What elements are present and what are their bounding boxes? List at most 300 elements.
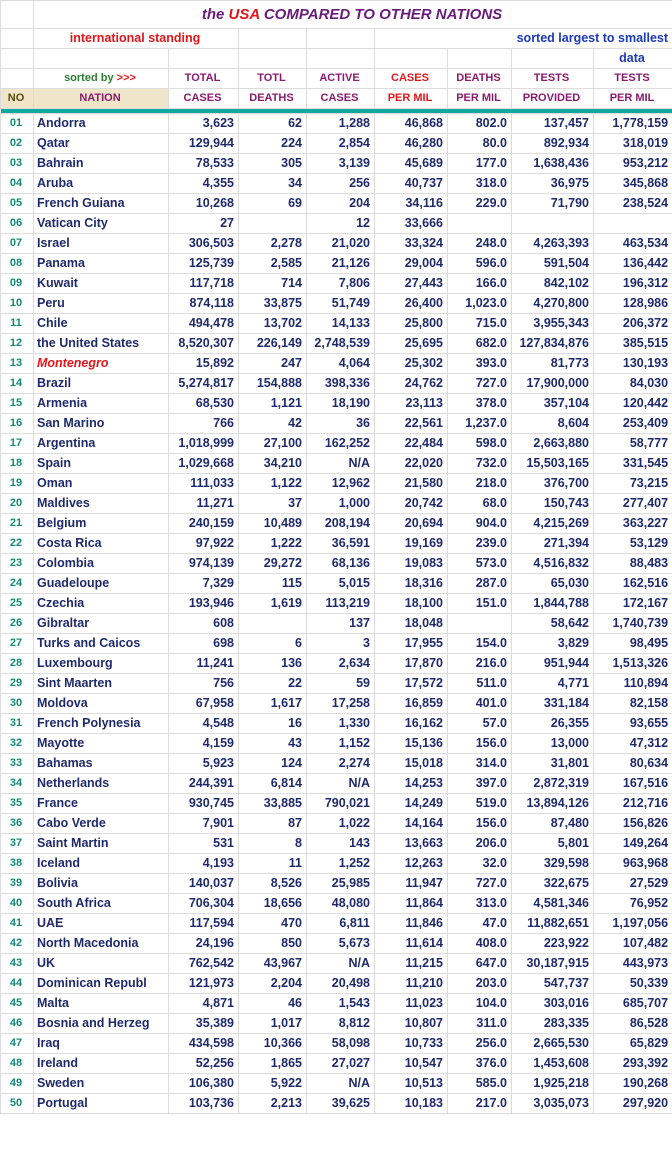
total-deaths-cell: 6: [239, 634, 307, 654]
nation-cell: French Guiana: [34, 194, 169, 214]
nation-cell: Costa Rica: [34, 534, 169, 554]
tests-cell: 137,457: [512, 114, 594, 134]
total-cases-cell: 67,958: [169, 694, 239, 714]
total-deaths-cell: 305: [239, 154, 307, 174]
tests-per-mil-cell: 82,158: [594, 694, 672, 714]
active-cases-cell: N/A: [307, 454, 375, 474]
tests-per-mil-cell: 80,634: [594, 754, 672, 774]
cases-per-mil-cell: 12,263: [375, 854, 448, 874]
total-cases-cell: 874,118: [169, 294, 239, 314]
tests-cell: 329,598: [512, 854, 594, 874]
cases-per-mil-cell: 26,400: [375, 294, 448, 314]
tests-cell: 4,771: [512, 674, 594, 694]
cases-per-mil-cell: 17,572: [375, 674, 448, 694]
total-deaths-cell: 34: [239, 174, 307, 194]
table-row: [1, 194, 672, 214]
active-cases-cell: 1,152: [307, 734, 375, 754]
row-number: 01: [1, 114, 34, 134]
total-deaths-cell: 8,526: [239, 874, 307, 894]
deaths-per-mil-cell: 314.0: [448, 754, 512, 774]
active-cases-cell: 3,139: [307, 154, 375, 174]
tests-per-mil-cell: 1,778,159: [594, 114, 672, 134]
row-number: 22: [1, 534, 34, 554]
total-deaths-cell: 16: [239, 714, 307, 734]
tests-per-mil-cell: 98,495: [594, 634, 672, 654]
cases-per-mil-cell: 20,694: [375, 514, 448, 534]
total-cases-cell: 3,623: [169, 114, 239, 134]
total-deaths-cell: 27,100: [239, 434, 307, 454]
nation-cell: Moldova: [34, 694, 169, 714]
deaths-per-mil-cell: 216.0: [448, 654, 512, 674]
active-cases-cell: 1,022: [307, 814, 375, 834]
cases-per-mil-cell: 34,116: [375, 194, 448, 214]
tests-per-mil-cell: 331,545: [594, 454, 672, 474]
cases-per-mil-cell: 10,807: [375, 1014, 448, 1034]
active-cases-cell: 68,136: [307, 554, 375, 574]
total-deaths-cell: 1,619: [239, 594, 307, 614]
table-row: [1, 914, 672, 934]
tests-cell: 271,394: [512, 534, 594, 554]
deaths-per-mil-cell: 904.0: [448, 514, 512, 534]
active-cases-cell: N/A: [307, 1074, 375, 1094]
header-total-deaths-2: DEATHS: [239, 89, 307, 109]
header-deaths-per-mil-1: DEATHS: [448, 69, 512, 89]
total-cases-cell: 117,594: [169, 914, 239, 934]
table-row: [1, 374, 672, 394]
table-row: [1, 314, 672, 334]
total-cases-cell: 24,196: [169, 934, 239, 954]
total-deaths-cell: 62: [239, 114, 307, 134]
table-row: [1, 554, 672, 574]
deaths-per-mil-cell: 393.0: [448, 354, 512, 374]
subtitle-left: international standing: [34, 29, 239, 49]
total-cases-cell: 306,503: [169, 234, 239, 254]
table-row: [1, 334, 672, 354]
tests-per-mil-cell: 53,129: [594, 534, 672, 554]
total-deaths-cell: 1,017: [239, 1014, 307, 1034]
total-deaths-cell: 470: [239, 914, 307, 934]
active-cases-cell: 39,625: [307, 1094, 375, 1114]
row-number: 35: [1, 794, 34, 814]
active-cases-cell: 4,064: [307, 354, 375, 374]
deaths-per-mil-cell: 256.0: [448, 1034, 512, 1054]
total-cases-cell: 10,268: [169, 194, 239, 214]
tests-per-mil-cell: 463,534: [594, 234, 672, 254]
active-cases-cell: 36,591: [307, 534, 375, 554]
tests-cell: 547,737: [512, 974, 594, 994]
tests-cell: 150,743: [512, 494, 594, 514]
active-cases-cell: 21,126: [307, 254, 375, 274]
table-row: [1, 874, 672, 894]
nation-cell: French Polynesia: [34, 714, 169, 734]
total-deaths-cell: [239, 614, 307, 634]
cases-per-mil-cell: 10,733: [375, 1034, 448, 1054]
deaths-per-mil-cell: 104.0: [448, 994, 512, 1014]
tests-per-mil-cell: 47,312: [594, 734, 672, 754]
cases-per-mil-cell: 10,547: [375, 1054, 448, 1074]
deaths-per-mil-cell: 802.0: [448, 114, 512, 134]
tests-per-mil-cell: 149,264: [594, 834, 672, 854]
header-cases-per-mil-2: PER MIL: [375, 89, 448, 109]
cases-per-mil-cell: 13,663: [375, 834, 448, 854]
row-number: 23: [1, 554, 34, 574]
tests-cell: 58,642: [512, 614, 594, 634]
deaths-per-mil-cell: 727.0: [448, 374, 512, 394]
total-deaths-cell: 2,204: [239, 974, 307, 994]
deaths-per-mil-cell: 57.0: [448, 714, 512, 734]
deaths-per-mil-cell: 318.0: [448, 174, 512, 194]
tests-cell: 322,675: [512, 874, 594, 894]
cases-per-mil-cell: 33,666: [375, 214, 448, 234]
active-cases-cell: N/A: [307, 954, 375, 974]
active-cases-cell: 36: [307, 414, 375, 434]
nation-cell: Ireland: [34, 1054, 169, 1074]
tests-cell: 13,000: [512, 734, 594, 754]
table-row: [1, 714, 672, 734]
active-cases-cell: N/A: [307, 774, 375, 794]
tests-cell: 4,516,832: [512, 554, 594, 574]
active-cases-cell: 59: [307, 674, 375, 694]
row-number: 48: [1, 1054, 34, 1074]
table-row: [1, 854, 672, 874]
total-deaths-cell: 850: [239, 934, 307, 954]
tests-cell: 31,801: [512, 754, 594, 774]
tests-per-mil-cell: 86,528: [594, 1014, 672, 1034]
total-cases-cell: 78,533: [169, 154, 239, 174]
nation-cell: Bahamas: [34, 754, 169, 774]
tests-cell: 11,882,651: [512, 914, 594, 934]
nation-cell: Iraq: [34, 1034, 169, 1054]
tests-cell: 1,844,788: [512, 594, 594, 614]
total-cases-cell: 706,304: [169, 894, 239, 914]
tests-cell: 30,187,915: [512, 954, 594, 974]
total-cases-cell: 4,193: [169, 854, 239, 874]
total-deaths-cell: 224: [239, 134, 307, 154]
active-cases-cell: 2,748,539: [307, 334, 375, 354]
table-row: [1, 634, 672, 654]
table-row: [1, 1034, 672, 1054]
table-row: [1, 894, 672, 914]
deaths-per-mil-cell: 378.0: [448, 394, 512, 414]
tests-cell: 3,955,343: [512, 314, 594, 334]
nation-cell: North Macedonia: [34, 934, 169, 954]
tests-cell: 3,829: [512, 634, 594, 654]
nation-cell: UAE: [34, 914, 169, 934]
total-cases-cell: 930,745: [169, 794, 239, 814]
tests-per-mil-cell: 65,829: [594, 1034, 672, 1054]
total-cases-cell: 608: [169, 614, 239, 634]
deaths-per-mil-cell: 715.0: [448, 314, 512, 334]
total-deaths-cell: 1,122: [239, 474, 307, 494]
total-deaths-cell: 1,222: [239, 534, 307, 554]
row-number: 32: [1, 734, 34, 754]
row-number: 27: [1, 634, 34, 654]
total-cases-cell: 531: [169, 834, 239, 854]
active-cases-cell: 208,194: [307, 514, 375, 534]
table-row: [1, 254, 672, 274]
total-deaths-cell: 247: [239, 354, 307, 374]
active-cases-cell: 137: [307, 614, 375, 634]
deaths-per-mil-cell: 596.0: [448, 254, 512, 274]
row-number: 45: [1, 994, 34, 1014]
nation-cell: Portugal: [34, 1094, 169, 1114]
tests-per-mil-cell: 685,707: [594, 994, 672, 1014]
page-title: [34, 1, 672, 29]
total-cases-cell: 52,256: [169, 1054, 239, 1074]
deaths-per-mil-cell: 397.0: [448, 774, 512, 794]
total-deaths-cell: 115: [239, 574, 307, 594]
total-cases-cell: 8,520,307: [169, 334, 239, 354]
total-deaths-cell: 8: [239, 834, 307, 854]
total-cases-cell: 1,018,999: [169, 434, 239, 454]
cases-per-mil-cell: 20,742: [375, 494, 448, 514]
active-cases-cell: 12: [307, 214, 375, 234]
total-cases-cell: 129,944: [169, 134, 239, 154]
cases-per-mil-cell: 23,113: [375, 394, 448, 414]
nation-cell: Malta: [34, 994, 169, 1014]
nation-cell: Netherlands: [34, 774, 169, 794]
nation-cell: Luxembourg: [34, 654, 169, 674]
header-tests-1: TESTS: [512, 69, 594, 89]
header-active-cases-2: CASES: [307, 89, 375, 109]
total-cases-cell: 68,530: [169, 394, 239, 414]
nation-cell: Cabo Verde: [34, 814, 169, 834]
table-row: [1, 934, 672, 954]
nation-cell: the United States: [34, 334, 169, 354]
row-number: 28: [1, 654, 34, 674]
active-cases-cell: 6,811: [307, 914, 375, 934]
cases-per-mil-cell: 19,169: [375, 534, 448, 554]
tests-per-mil-cell: 318,019: [594, 134, 672, 154]
cases-per-mil-cell: 14,164: [375, 814, 448, 834]
nation-cell: Qatar: [34, 134, 169, 154]
tests-cell: 2,665,530: [512, 1034, 594, 1054]
row-number: 16: [1, 414, 34, 434]
table-row: [1, 294, 672, 314]
cases-per-mil-cell: 15,136: [375, 734, 448, 754]
subtitle-right-2: data: [594, 49, 672, 69]
cases-per-mil-cell: 18,048: [375, 614, 448, 634]
total-deaths-cell: 2,278: [239, 234, 307, 254]
total-deaths-cell: 43,967: [239, 954, 307, 974]
deaths-per-mil-cell: 154.0: [448, 634, 512, 654]
deaths-per-mil-cell: 1,237.0: [448, 414, 512, 434]
total-cases-cell: 244,391: [169, 774, 239, 794]
nation-cell: Gibraltar: [34, 614, 169, 634]
total-cases-cell: 1,029,668: [169, 454, 239, 474]
table-body: [1, 114, 672, 1114]
tests-per-mil-cell: 1,740,739: [594, 614, 672, 634]
total-cases-cell: 11,271: [169, 494, 239, 514]
tests-per-mil-cell: 76,952: [594, 894, 672, 914]
nation-cell: Maldives: [34, 494, 169, 514]
active-cases-cell: 204: [307, 194, 375, 214]
active-cases-cell: 21,020: [307, 234, 375, 254]
tests-per-mil-cell: 253,409: [594, 414, 672, 434]
tests-per-mil-cell: 130,193: [594, 354, 672, 374]
nation-cell: Bahrain: [34, 154, 169, 174]
active-cases-cell: 143: [307, 834, 375, 854]
table-row: [1, 1014, 672, 1034]
tests-cell: 591,504: [512, 254, 594, 274]
active-cases-cell: 113,219: [307, 594, 375, 614]
cases-per-mil-cell: 16,859: [375, 694, 448, 714]
row-number: 25: [1, 594, 34, 614]
total-deaths-cell: 10,489: [239, 514, 307, 534]
total-deaths-cell: 13,702: [239, 314, 307, 334]
row-number: 42: [1, 934, 34, 954]
cases-per-mil-cell: 16,162: [375, 714, 448, 734]
cases-per-mil-cell: 45,689: [375, 154, 448, 174]
row-number: 02: [1, 134, 34, 154]
row-number: 15: [1, 394, 34, 414]
header-tests-per-mil-1: TESTS: [594, 69, 672, 89]
nation-cell: Saint Martin: [34, 834, 169, 854]
nation-cell: Chile: [34, 314, 169, 334]
active-cases-cell: 1,252: [307, 854, 375, 874]
total-cases-cell: 494,478: [169, 314, 239, 334]
tests-cell: 842,102: [512, 274, 594, 294]
total-cases-cell: 756: [169, 674, 239, 694]
tests-cell: 951,944: [512, 654, 594, 674]
active-cases-cell: 1,288: [307, 114, 375, 134]
total-deaths-cell: 226,149: [239, 334, 307, 354]
nation-cell: Panama: [34, 254, 169, 274]
row-number: 31: [1, 714, 34, 734]
tests-cell: 13,894,126: [512, 794, 594, 814]
active-cases-cell: 27,027: [307, 1054, 375, 1074]
row-number: 20: [1, 494, 34, 514]
row-number: 34: [1, 774, 34, 794]
row-number: 12: [1, 334, 34, 354]
cases-per-mil-cell: 25,695: [375, 334, 448, 354]
active-cases-cell: 12,962: [307, 474, 375, 494]
deaths-per-mil-cell: 166.0: [448, 274, 512, 294]
table-row: [1, 1094, 672, 1114]
total-cases-cell: 5,923: [169, 754, 239, 774]
nation-cell: Spain: [34, 454, 169, 474]
active-cases-cell: 18,190: [307, 394, 375, 414]
active-cases-cell: 2,854: [307, 134, 375, 154]
active-cases-cell: 51,749: [307, 294, 375, 314]
total-cases-cell: 4,871: [169, 994, 239, 1014]
total-deaths-cell: 11: [239, 854, 307, 874]
row-number: 39: [1, 874, 34, 894]
tests-per-mil-cell: 156,826: [594, 814, 672, 834]
tests-per-mil-cell: 953,212: [594, 154, 672, 174]
total-deaths-cell: 46: [239, 994, 307, 1014]
tests-cell: 127,834,876: [512, 334, 594, 354]
cases-per-mil-cell: 14,253: [375, 774, 448, 794]
header-cases-per-mil-1: CASES: [375, 69, 448, 89]
tests-cell: 2,872,319: [512, 774, 594, 794]
active-cases-cell: 5,673: [307, 934, 375, 954]
cases-per-mil-cell: 11,864: [375, 894, 448, 914]
deaths-per-mil-cell: 647.0: [448, 954, 512, 974]
header-total-cases-1: TOTAL: [169, 69, 239, 89]
tests-cell: 4,581,346: [512, 894, 594, 914]
row-number: 06: [1, 214, 34, 234]
nation-cell: Guadeloupe: [34, 574, 169, 594]
total-cases-cell: 97,922: [169, 534, 239, 554]
active-cases-cell: 398,336: [307, 374, 375, 394]
total-deaths-cell: 136: [239, 654, 307, 674]
active-cases-cell: 3: [307, 634, 375, 654]
header-nation: NATION: [34, 89, 169, 109]
header-tests-2: PROVIDED: [512, 89, 594, 109]
table-row: [1, 434, 672, 454]
title-the: the: [201, 6, 225, 23]
total-deaths-cell: 18,656: [239, 894, 307, 914]
title-usa: USA: [228, 6, 260, 23]
deaths-per-mil-cell: 80.0: [448, 134, 512, 154]
table-row: [1, 174, 672, 194]
nation-cell: San Marino: [34, 414, 169, 434]
tests-cell: 81,773: [512, 354, 594, 374]
table-row: [1, 794, 672, 814]
active-cases-cell: 162,252: [307, 434, 375, 454]
table-row: [1, 394, 672, 414]
tests-per-mil-cell: 277,407: [594, 494, 672, 514]
cases-per-mil-cell: 40,737: [375, 174, 448, 194]
total-deaths-cell: 124: [239, 754, 307, 774]
table-row: [1, 354, 672, 374]
tests-cell: 331,184: [512, 694, 594, 714]
header-total-deaths-1: TOTL: [239, 69, 307, 89]
total-cases-cell: 117,718: [169, 274, 239, 294]
tests-per-mil-cell: 1,513,326: [594, 654, 672, 674]
tests-cell: [512, 214, 594, 234]
cases-per-mil-cell: 10,513: [375, 1074, 448, 1094]
tests-per-mil-cell: 443,973: [594, 954, 672, 974]
total-cases-cell: 193,946: [169, 594, 239, 614]
row-number: 13: [1, 354, 34, 374]
table-row: [1, 1054, 672, 1074]
tests-cell: 892,934: [512, 134, 594, 154]
nation-cell: France: [34, 794, 169, 814]
nation-cell: Bosnia and Herzeg: [34, 1014, 169, 1034]
nation-cell: Vatican City: [34, 214, 169, 234]
table-row: [1, 134, 672, 154]
tests-cell: 8,604: [512, 414, 594, 434]
nation-cell: Aruba: [34, 174, 169, 194]
active-cases-cell: 17,258: [307, 694, 375, 714]
nation-cell: South Africa: [34, 894, 169, 914]
total-cases-cell: 4,159: [169, 734, 239, 754]
total-deaths-cell: 1,121: [239, 394, 307, 414]
nation-cell: Colombia: [34, 554, 169, 574]
subtitle-right-1: sorted largest to smallest: [375, 29, 672, 49]
row-number: 07: [1, 234, 34, 254]
active-cases-cell: 48,080: [307, 894, 375, 914]
total-deaths-cell: 2,213: [239, 1094, 307, 1114]
total-deaths-cell: 22: [239, 674, 307, 694]
active-cases-cell: 8,812: [307, 1014, 375, 1034]
tests-cell: 26,355: [512, 714, 594, 734]
total-cases-cell: 7,901: [169, 814, 239, 834]
deaths-per-mil-cell: 727.0: [448, 874, 512, 894]
nation-cell: Czechia: [34, 594, 169, 614]
deaths-per-mil-cell: 156.0: [448, 814, 512, 834]
total-deaths-cell: 10,366: [239, 1034, 307, 1054]
deaths-per-mil-cell: 203.0: [448, 974, 512, 994]
total-deaths-cell: 33,885: [239, 794, 307, 814]
tests-per-mil-cell: 73,215: [594, 474, 672, 494]
table-row: [1, 234, 672, 254]
table-row: [1, 494, 672, 514]
tests-cell: 4,270,800: [512, 294, 594, 314]
sorted-by-text: sorted by: [64, 72, 114, 84]
